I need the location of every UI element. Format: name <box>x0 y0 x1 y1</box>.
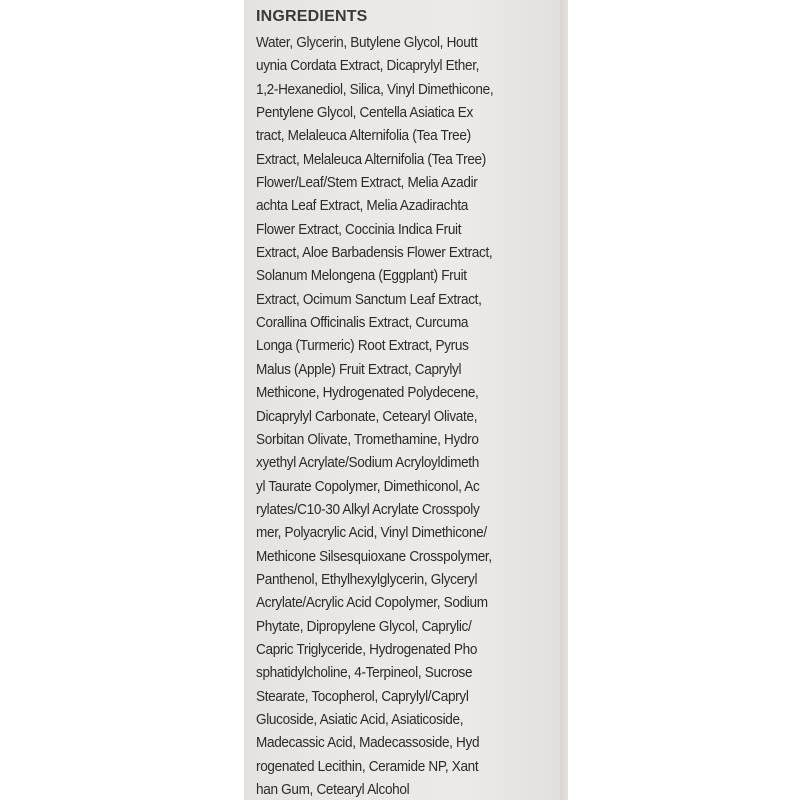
ingredient-line: rogenated Lecithin, Ceramide NP, Xant <box>256 758 479 775</box>
ingredient-list <box>256 32 552 800</box>
ingredient-line: Flower/Leaf/Stem Extract, Melia Azadir <box>256 175 478 192</box>
ingredient-line: Extract, Aloe Barbadensis Flower Extract, <box>256 245 493 262</box>
ingredient-line: sphatidylcholine, 4-Terpineol, Sucrose <box>256 665 473 682</box>
ingredient-line: Methicone Silsesquioxane Crosspolymer, <box>256 548 492 565</box>
ingredient-line: achta Leaf Extract, Melia Azadirachta <box>256 198 469 215</box>
ingredient-line: Capric Triglyceride, Hydrogenated Pho <box>256 641 478 658</box>
ingredient-line: Stearate, Tocopherol, Caprylyl/Capryl <box>256 688 469 705</box>
ingredient-line: Phytate, Dipropylene Glycol, Caprylic/ <box>256 618 472 635</box>
ingredient-line: tract, Melaleuca Alternifolia (Tea Tree) <box>256 128 471 145</box>
ingredient-line: Extract, Melaleuca Alternifolia (Tea Tree) <box>256 151 486 168</box>
ingredients-heading: INGREDIENTS <box>256 8 368 25</box>
ingredient-line: uynia Cordata Extract, Dicaprylyl Ether, <box>256 58 480 75</box>
ingredient-line: Sorbitan Olivate, Tromethamine, Hydro <box>256 431 479 448</box>
ingredient-line: han Gum, Cetearyl Alcohol <box>256 782 410 798</box>
ingredient-line: Glucoside, Asiatic Acid, Asiaticoside, <box>256 711 464 728</box>
ingredient-line: Madecassic Acid, Madecassoside, Hyd <box>256 735 480 752</box>
ingredient-line: Water, Glycerin, Butylene Glycol, Houtt <box>256 35 478 51</box>
ingredient-line: Longa (Turmeric) Root Extract, Pyrus <box>256 338 469 355</box>
ingredient-line: Flower Extract, Coccinia Indica Fruit <box>256 221 462 238</box>
ingredient-line: 1,2-Hexanediol, Silica, Vinyl Dimethicone, <box>256 81 494 98</box>
packaging-edge <box>560 0 568 800</box>
ingredient-line: Corallina Officinalis Extract, Curcuma <box>256 315 469 332</box>
ingredient-line: Solanum Melongena (Eggplant) Fruit <box>256 268 467 285</box>
ingredient-line: Acrylate/Acrylic Acid Copolymer, Sodium <box>256 595 488 612</box>
ingredient-line: yl Taurate Copolymer, Dimethiconol, Ac <box>256 478 480 495</box>
ingredient-line: rylates/C10-30 Alkyl Acrylate Crosspoly <box>256 501 480 518</box>
ingredient-line: mer, Polyacrylic Acid, Vinyl Dimethicone/ <box>256 525 487 542</box>
ingredient-line: Extract, Ocimum Sanctum Leaf Extract, <box>256 291 482 308</box>
ingredient-line: Pentylene Glycol, Centella Asiatica Ex <box>256 105 473 122</box>
ingredient-line: Dicaprylyl Carbonate, Cetearyl Olivate, <box>256 408 478 425</box>
ingredient-line: xyethyl Acrylate/Sodium Acryloyldimeth <box>256 455 479 472</box>
ingredient-line: Panthenol, Ethylhexylglycerin, Glyceryl <box>256 571 478 588</box>
ingredient-line: Methicone, Hydrogenated Polydecene, <box>256 385 479 402</box>
ingredient-line: Malus (Apple) Fruit Extract, Caprylyl <box>256 361 462 378</box>
